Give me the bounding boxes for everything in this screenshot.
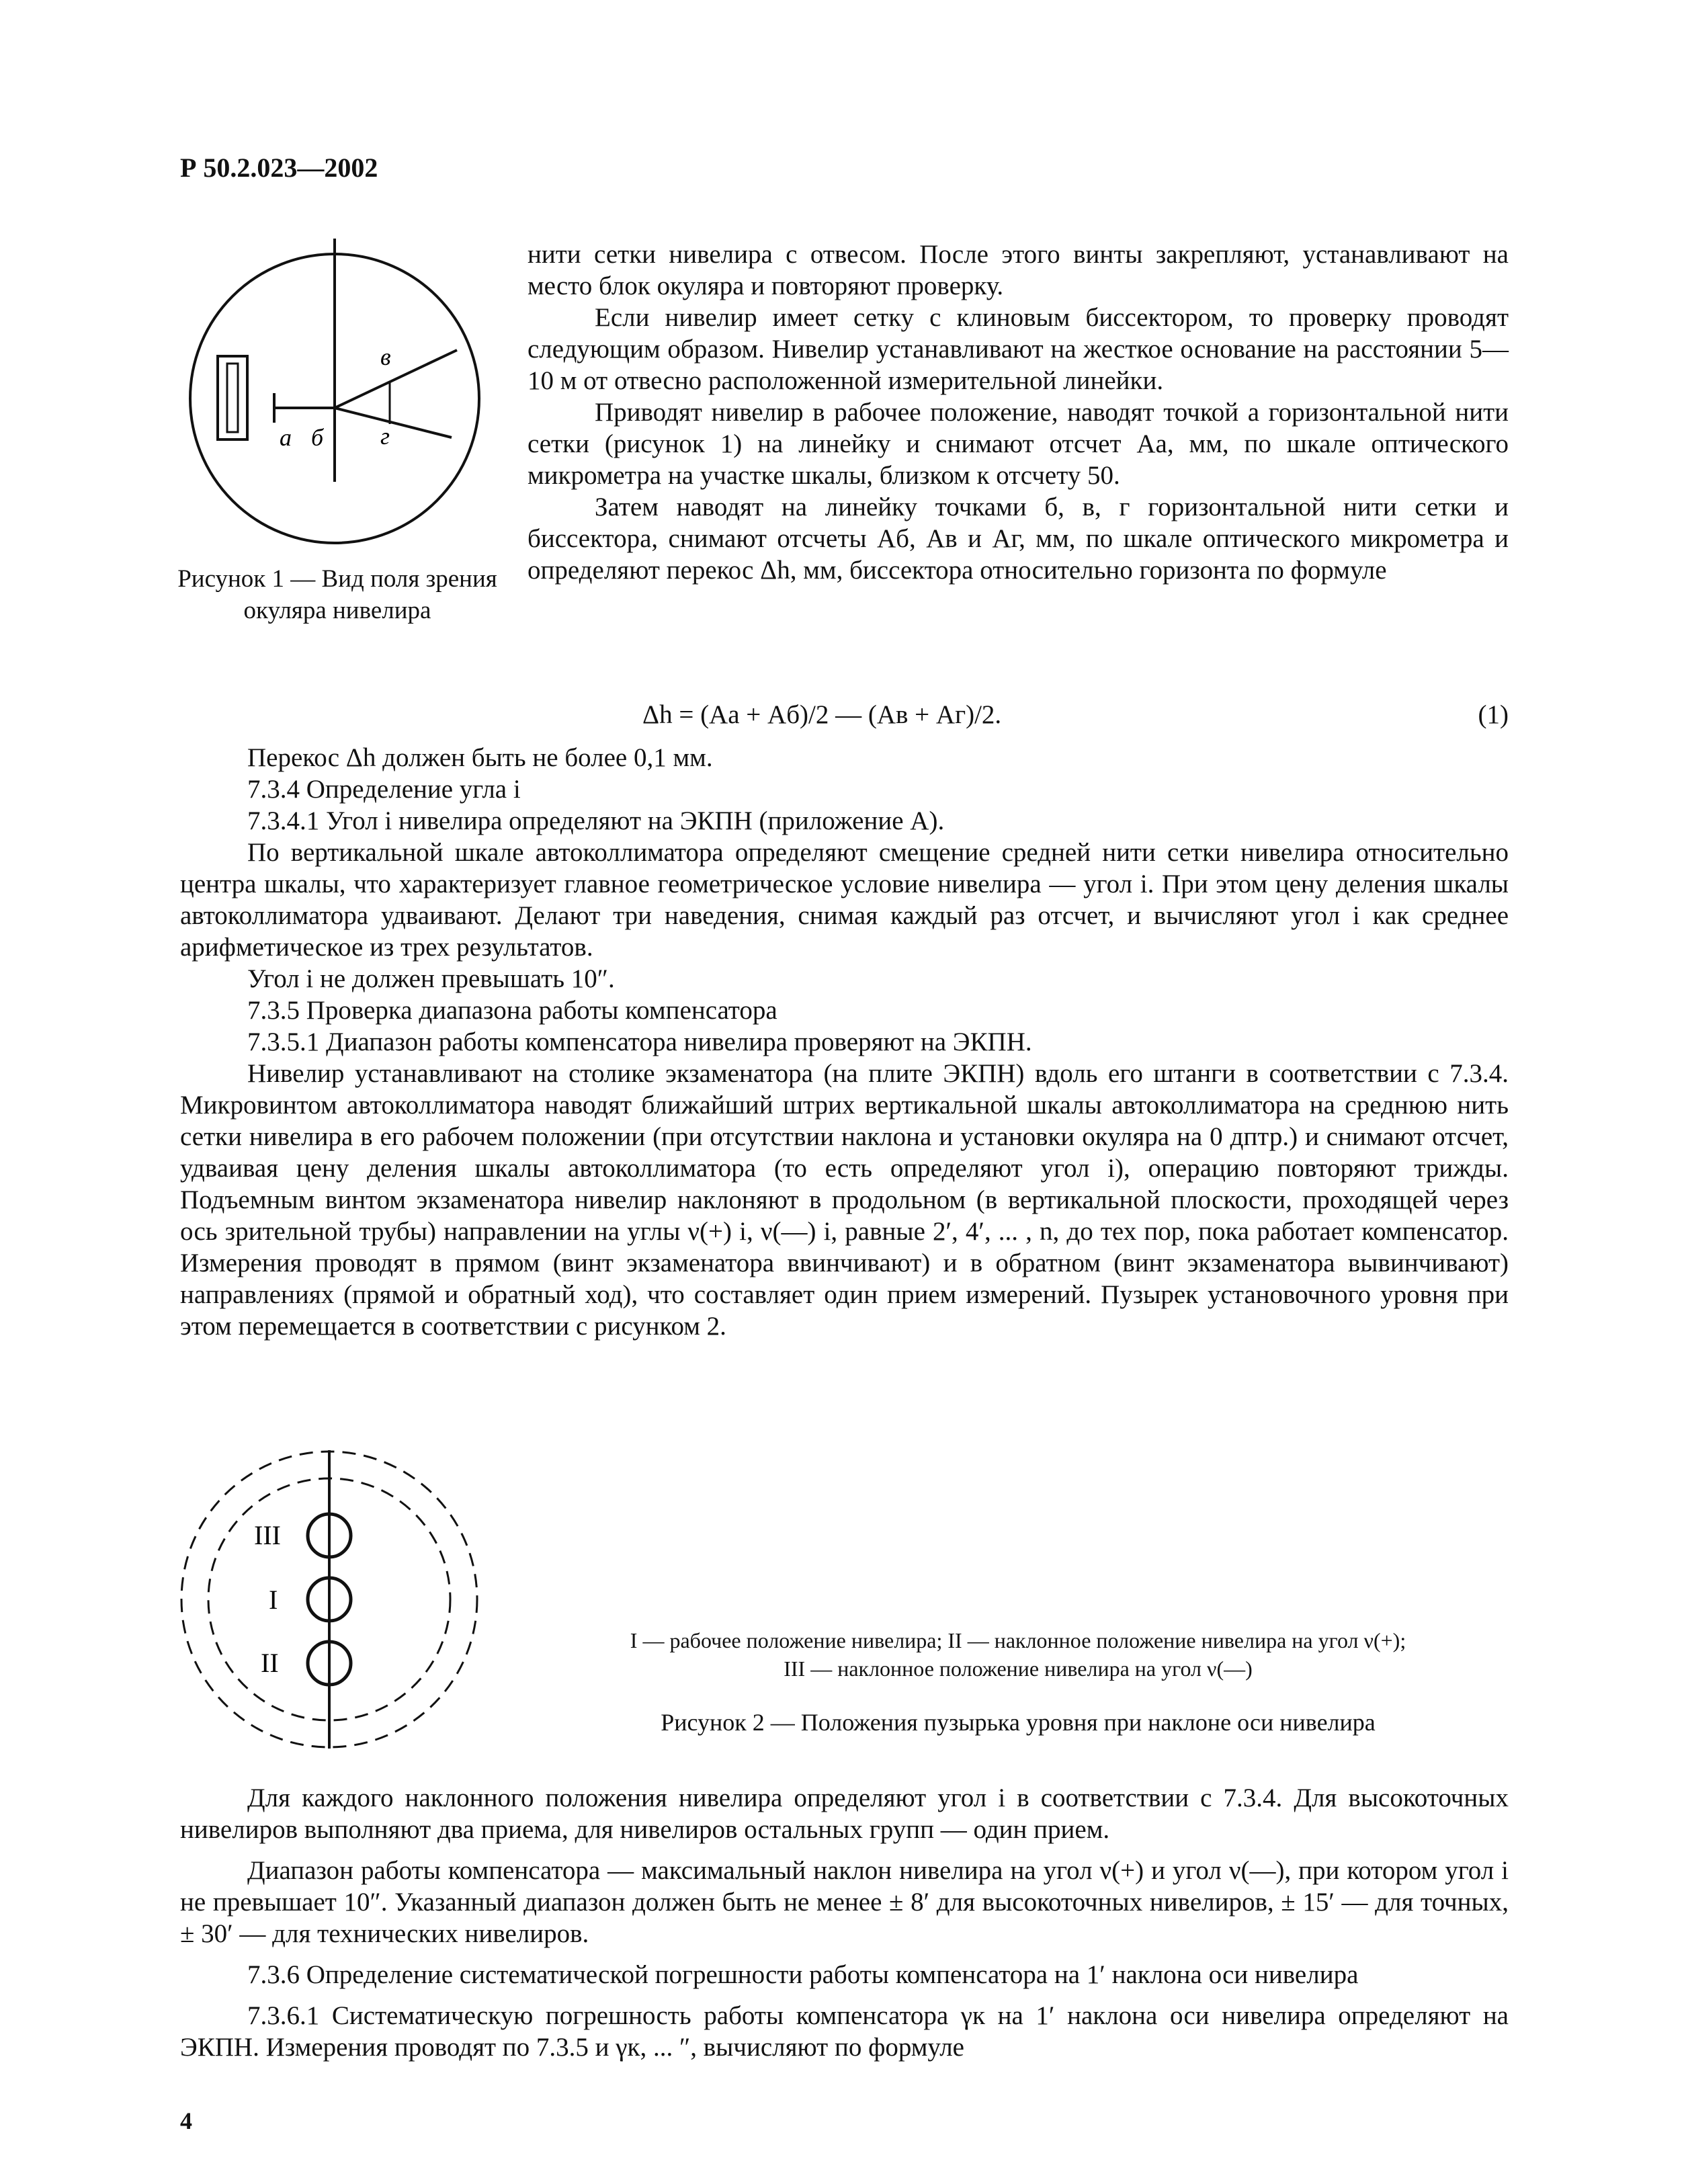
text-line: 7.3.5.1 Диапазон работы компенсатора нивелира проверяют на ЭКПН. (247, 1027, 1032, 1056)
level-bubble-inner (227, 364, 238, 432)
text-line: Перекос Δh должен быть не более 0,1 мм. (247, 743, 713, 772)
paragraph: Затем наводят на линейку точками б, в, г горизонтальной нити сетки и биссектора, снимают отсчеты Aб, Aв и Aг, мм, по шкале оптического микрометра и определяют перекос Δh, мм, биссектора относительно горизонта по формуле (528, 493, 1509, 585)
label-b: б (311, 424, 324, 451)
label-I: I (269, 1585, 278, 1615)
paragraph: нити сетки нивелира с отвесом. После этого винты закрепляют, устанавливают на место блок окуляра и повторяют проверку. (528, 240, 1509, 300)
figure-2-caption: Рисунок 2 — Положения пузырька уровня при наклоне оси нивелира (661, 1709, 1376, 1736)
bottom-text (180, 1782, 1509, 2072)
formula-1 (180, 699, 1509, 732)
formula-number: (1) (1478, 700, 1509, 729)
figure-1-caption: Рисунок 1 — Вид поля зрения окуляра нивелира (177, 565, 497, 624)
level-bubble-outer (218, 356, 247, 439)
label-a: а (280, 424, 292, 451)
label-g: г (380, 423, 390, 450)
legend-line: I — рабочее положение нивелира; II — наклонное положение нивелира на угол ν(+); (630, 1628, 1406, 1652)
paragraph: Приводят нивелир в рабочее положение, наводят точкой а горизонтальной нити сетки (рисунок 1) на линейку и снимают отсчет Aа, мм, по шкале оптического микрометра на участке шкалы, близком к отсчету 50. (528, 398, 1509, 490)
section-heading: 7.3.6 Определение систематической погрешности работы компенсатора на 1′ наклона оси нивелира (247, 1960, 1359, 1989)
paragraph: Нивелир устанавливают на столике экзаменатора (на плите ЭКПН) вдоль его штанги в соответствии с 7.3.4. Микровинтом автоколлиматора наводят ближайший штрих вертикальной шкалы автоколлиматора на среднюю нить сетки нивелира в его рабочем положении (при отсутствии наклона и установки окуляра на 0 дптр.) и снимают отсчет, удваивая цену деления шкалы автоколлиматора (то есть определяют угол i), операцию повторяют трижды. Подъемным винтом экзаменатора нивелир наклоняют в продольном (в вертикальной плоскости, проходящей через ось зрительной трубы) направлении на углы ν(+) i, ν(—) i, равные 2′, 4′, ... , n, до тех пор, пока работает компенсатор. Измерения проводят в прямом (винт экзаменатора ввинчивают) и в обратном (винт экзаменатора вывинчивают) направлениях (прямой и обратный ход), что составляет один прием измерений. Пузырек установочного уровня при этом перемещается в соответствии с рисунком 2. (180, 1059, 1509, 1341)
text-line: 7.3.4.1 Угол i нивелира определяют на ЭКПН (приложение А). (247, 806, 945, 835)
paragraph: По вертикальной шкале автоколлиматора определяют смещение средней нити сетки нивелира относительно центра шкалы, что характеризует главное геометрическое условие нивелира — угол i. При этом цену деления шкалы автоколлиматора удваивают. Делают три наведения, снимая каждый раз отсчет, и вычисляют угол i как среднее арифметическое из трех результатов. (180, 838, 1509, 962)
top-text-column (528, 239, 1509, 586)
formula-expression: Δh = (Aа + Aб)/2 — (Aв + Aг)/2. (642, 700, 1002, 729)
legend-line: III — наклонное положение нивелира на угол ν(—) (784, 1656, 1253, 1681)
document-header: Р 50.2.023—2002 (180, 153, 378, 183)
paragraph: 7.3.6.1 Систематическую погрешность работы компенсатора γк на 1′ наклона оси нивелира определяют на ЭКПН. Измерения проводят по 7.3.5 и γк, ... ″, вычисляют по формуле (180, 2001, 1509, 2062)
paragraph: Диапазон работы компенсатора — максимальный наклон нивелира на угол ν(+) и угол ν(—), при котором угол i не превышает 10″. Указанный диапазон должен быть не менее ± 8′ для высокоточных нивелиров, ± 15′ — для точных, ± 30′ — для технических нивелиров. (180, 1856, 1509, 1948)
figure-2-legend (531, 1626, 1505, 1683)
label-v: в (380, 343, 391, 370)
figure-1-eyepiece-diagram (180, 232, 496, 554)
bisector-lower-line (335, 408, 452, 437)
text-line: Угол i не должен превышать 10″. (247, 964, 615, 993)
section-heading: 7.3.5 Проверка диапазона работы компенсатора (247, 996, 777, 1025)
paragraph: Если нивелир имеет сетку с клиновым биссектором, то проверку проводят следующим образом. Нивелир устанавливают на жесткое основание на расстоянии 5—10 м от отвесно расположенной измерительной линейки. (528, 303, 1509, 395)
page-number: 4 (180, 2107, 192, 2134)
paragraph: Для каждого наклонного положения нивелира определяют угол i в соответствии с 7.3.4. Для высокоточных нивелиров выполняют два приема, для нивелиров остальных групп — один прием. (180, 1783, 1509, 1844)
label-III: III (254, 1520, 281, 1550)
label-II: II (261, 1648, 279, 1678)
figure-2-bubble-positions (175, 1438, 484, 1761)
bisector-upper-line (335, 350, 457, 408)
section-heading: 7.3.4 Определение угла i (247, 775, 521, 804)
middle-text (180, 742, 1509, 1342)
